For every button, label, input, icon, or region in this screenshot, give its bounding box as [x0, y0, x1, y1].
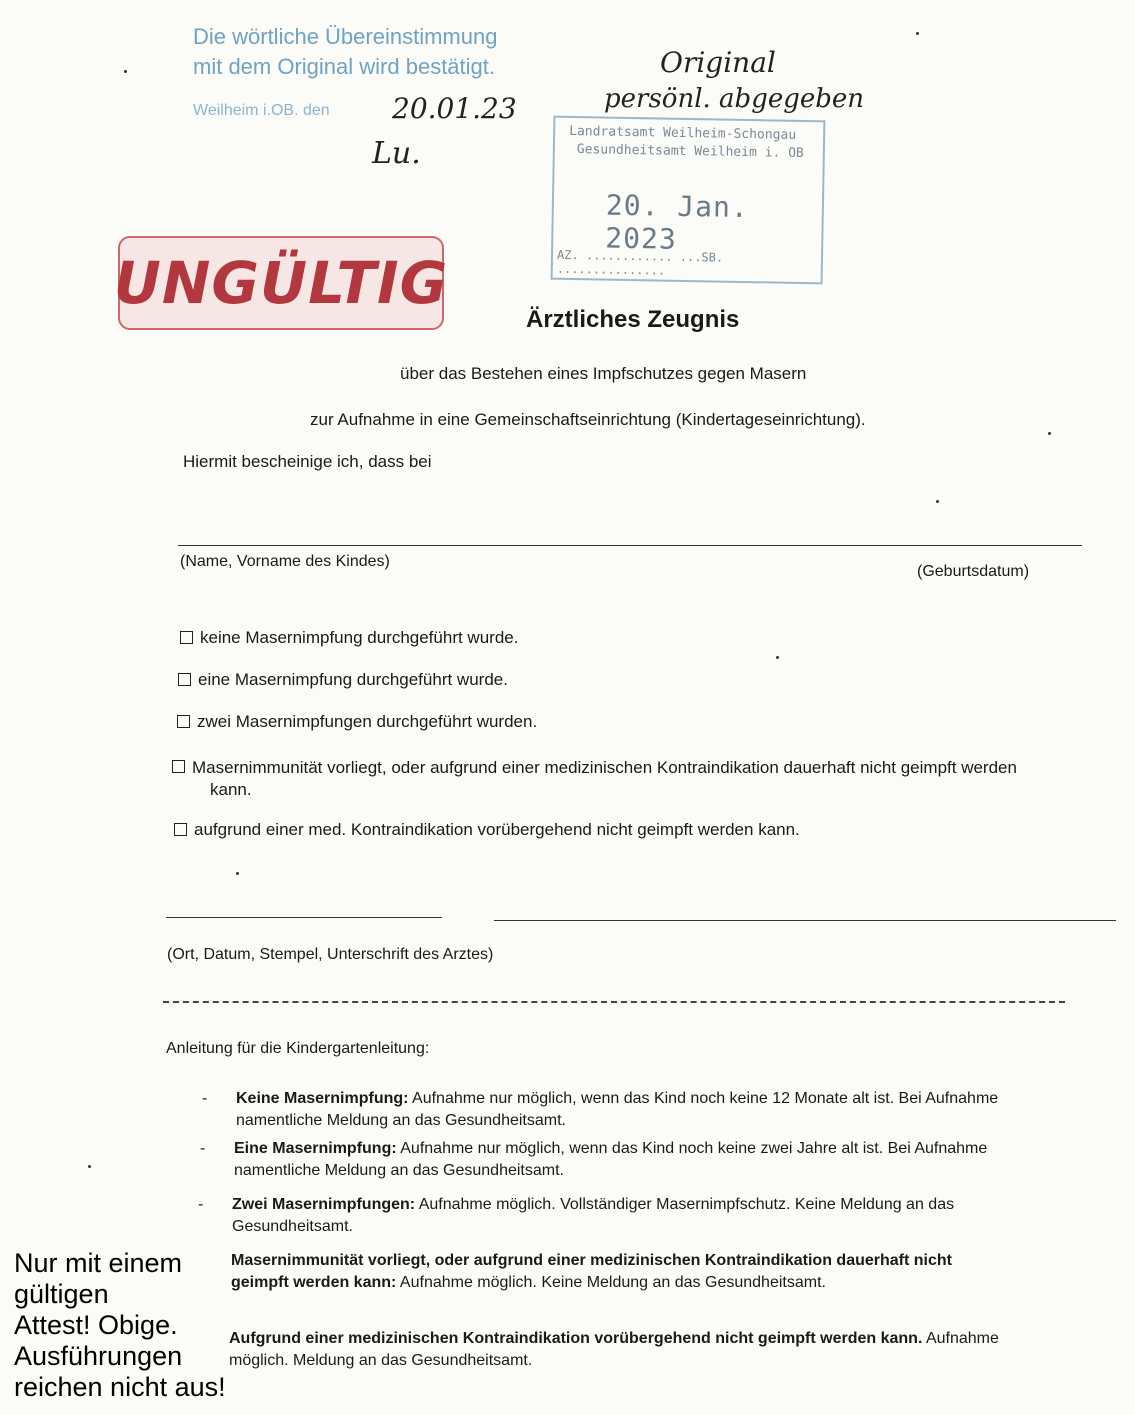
option-label: aufgrund einer med. Kontraindikation vorübergehend nicht geimpft werden kann.: [194, 820, 800, 839]
checkbox[interactable]: [172, 760, 185, 773]
document-subtitle-2: zur Aufnahme in eine Gemeinschaftseinrichtung (Kindertageseinrichtung).: [310, 410, 866, 429]
option-label: Masernimmunität vorliegt, oder aufgrund einer medizinischen Kontraindikation dauerhaft nicht geimpft werden kann.: [192, 758, 1017, 799]
instruction-text: Aufnahme möglich. Meldung an das Gesundheitsamt.: [229, 1330, 999, 1369]
office-stamp-line2: Gesundheitsamt Weilheim i. OB: [576, 142, 804, 162]
invalid-stamp: [113, 236, 449, 330]
option-label: keine Masernimpfung durchgeführt wurde.: [200, 628, 519, 647]
instruction-bold: Aufgrund einer medizinischen Kontraindikation vorübergehend nicht geimpft werden kann.: [229, 1330, 923, 1347]
instruction-bold: Eine Masernimpfung:: [234, 1140, 397, 1157]
annotation-line1: Nur mit einem: [14, 1248, 183, 1278]
handwritten-note-line2: persönl. abgegeben: [604, 84, 865, 114]
office-stamp: [551, 116, 826, 285]
option-one-vaccination[interactable]: [178, 670, 1038, 690]
checkbox[interactable]: [180, 631, 193, 644]
document-title: Ärztliches Zeugnis: [526, 306, 740, 333]
annotation-line2: gültigen: [14, 1279, 109, 1309]
scan-speck: [776, 656, 779, 659]
office-stamp-reference: AZ. ............ ...SB. ...............: [556, 247, 724, 278]
instruction-bold: Zwei Masernimpfungen:: [232, 1196, 416, 1213]
scan-speck: [936, 500, 939, 503]
scan-speck: [916, 32, 919, 35]
scan-speck: [124, 70, 127, 73]
instruction-item: [229, 1328, 1049, 1372]
annotation-line4: Ausführungen: [14, 1341, 183, 1371]
document-intro: Hiermit bescheinige ich, dass bei: [183, 452, 432, 471]
bullet: -: [198, 1196, 204, 1213]
annotation-line5: reichen nicht aus!: [14, 1372, 226, 1402]
checkbox[interactable]: [178, 673, 191, 686]
option-temporary-contraindication[interactable]: [174, 820, 1034, 840]
scan-speck: [236, 872, 239, 875]
annotation-line3: Attest! Obige.: [14, 1310, 178, 1340]
instructions-heading: Anleitung für die Kindergartenleitung:: [166, 1040, 430, 1057]
instruction-item: [200, 1138, 1064, 1182]
office-stamp-date: 20. Jan. 2023: [605, 188, 750, 256]
instruction-text: Aufnahme nur möglich, wenn das Kind noch keine zwei Jahre alt ist. Bei Aufnahme namentliche Meldung an das Gesundheitsamt.: [234, 1140, 988, 1179]
handwritten-initials: Lu.: [372, 136, 421, 171]
signature-label: (Ort, Datum, Stempel, Unterschrift des Arztes): [167, 946, 494, 963]
annotation-note: [14, 1248, 226, 1403]
separator: [163, 1001, 1065, 1003]
instruction-text: Aufnahme nur möglich, wenn das Kind noch keine 12 Monate alt ist. Bei Aufnahme namentliche Meldung an das Gesundheitsamt.: [236, 1090, 999, 1129]
certification-line1: Die wörtliche Übereinstimmung: [193, 24, 498, 49]
instruction-item: [198, 1194, 1012, 1238]
document-subtitle-1: über das Bestehen eines Impfschutzes gegen Masern: [400, 364, 807, 383]
birthdate-label: (Geburtsdatum): [917, 563, 1030, 580]
scan-speck: [1048, 432, 1051, 435]
scan-speck: [88, 1165, 91, 1168]
instruction-bold: Masernimmunität vorliegt, oder aufgrund einer medizinischen Kontraindikation dauerhaft nicht geimpft werden kann:: [231, 1252, 952, 1291]
option-two-vaccinations[interactable]: [177, 712, 1037, 732]
office-stamp-line1: Landratsamt Weilheim-Schongau: [569, 123, 797, 143]
handwritten-note-line1: Original: [660, 46, 776, 79]
option-no-vaccination[interactable]: [180, 628, 1040, 648]
instruction-item: [231, 1250, 991, 1294]
option-immunity[interactable]: [172, 757, 1042, 801]
handwritten-date: 20.01.23: [392, 92, 517, 125]
instruction-bold: Keine Masernimpfung:: [236, 1090, 409, 1107]
name-line: [178, 545, 1082, 546]
instruction-text: Aufnahme möglich. Keine Meldung an das Gesundheitsamt.: [396, 1274, 826, 1291]
option-label: eine Masernimpfung durchgeführt wurde.: [198, 670, 508, 689]
instruction-item: [202, 1088, 1066, 1132]
bullet: -: [202, 1090, 208, 1107]
certification-place: Weilheim i.OB. den: [193, 102, 330, 119]
checkbox[interactable]: [177, 715, 190, 728]
bullet: -: [200, 1140, 206, 1157]
signature-line: [494, 920, 1116, 921]
option-label: zwei Masernimpfungen durchgeführt wurden.: [197, 712, 538, 731]
checkbox[interactable]: [174, 823, 187, 836]
instruction-text: Aufnahme möglich. Vollständiger Masernimpfschutz. Keine Meldung an das Gesundheitsamt.: [232, 1196, 955, 1235]
invalid-stamp-text: UNGÜLTIG: [113, 249, 449, 317]
certification-line2: mit dem Original wird bestätigt.: [193, 54, 495, 79]
name-label: (Name, Vorname des Kindes): [180, 553, 390, 570]
place-date-line: [166, 917, 442, 918]
